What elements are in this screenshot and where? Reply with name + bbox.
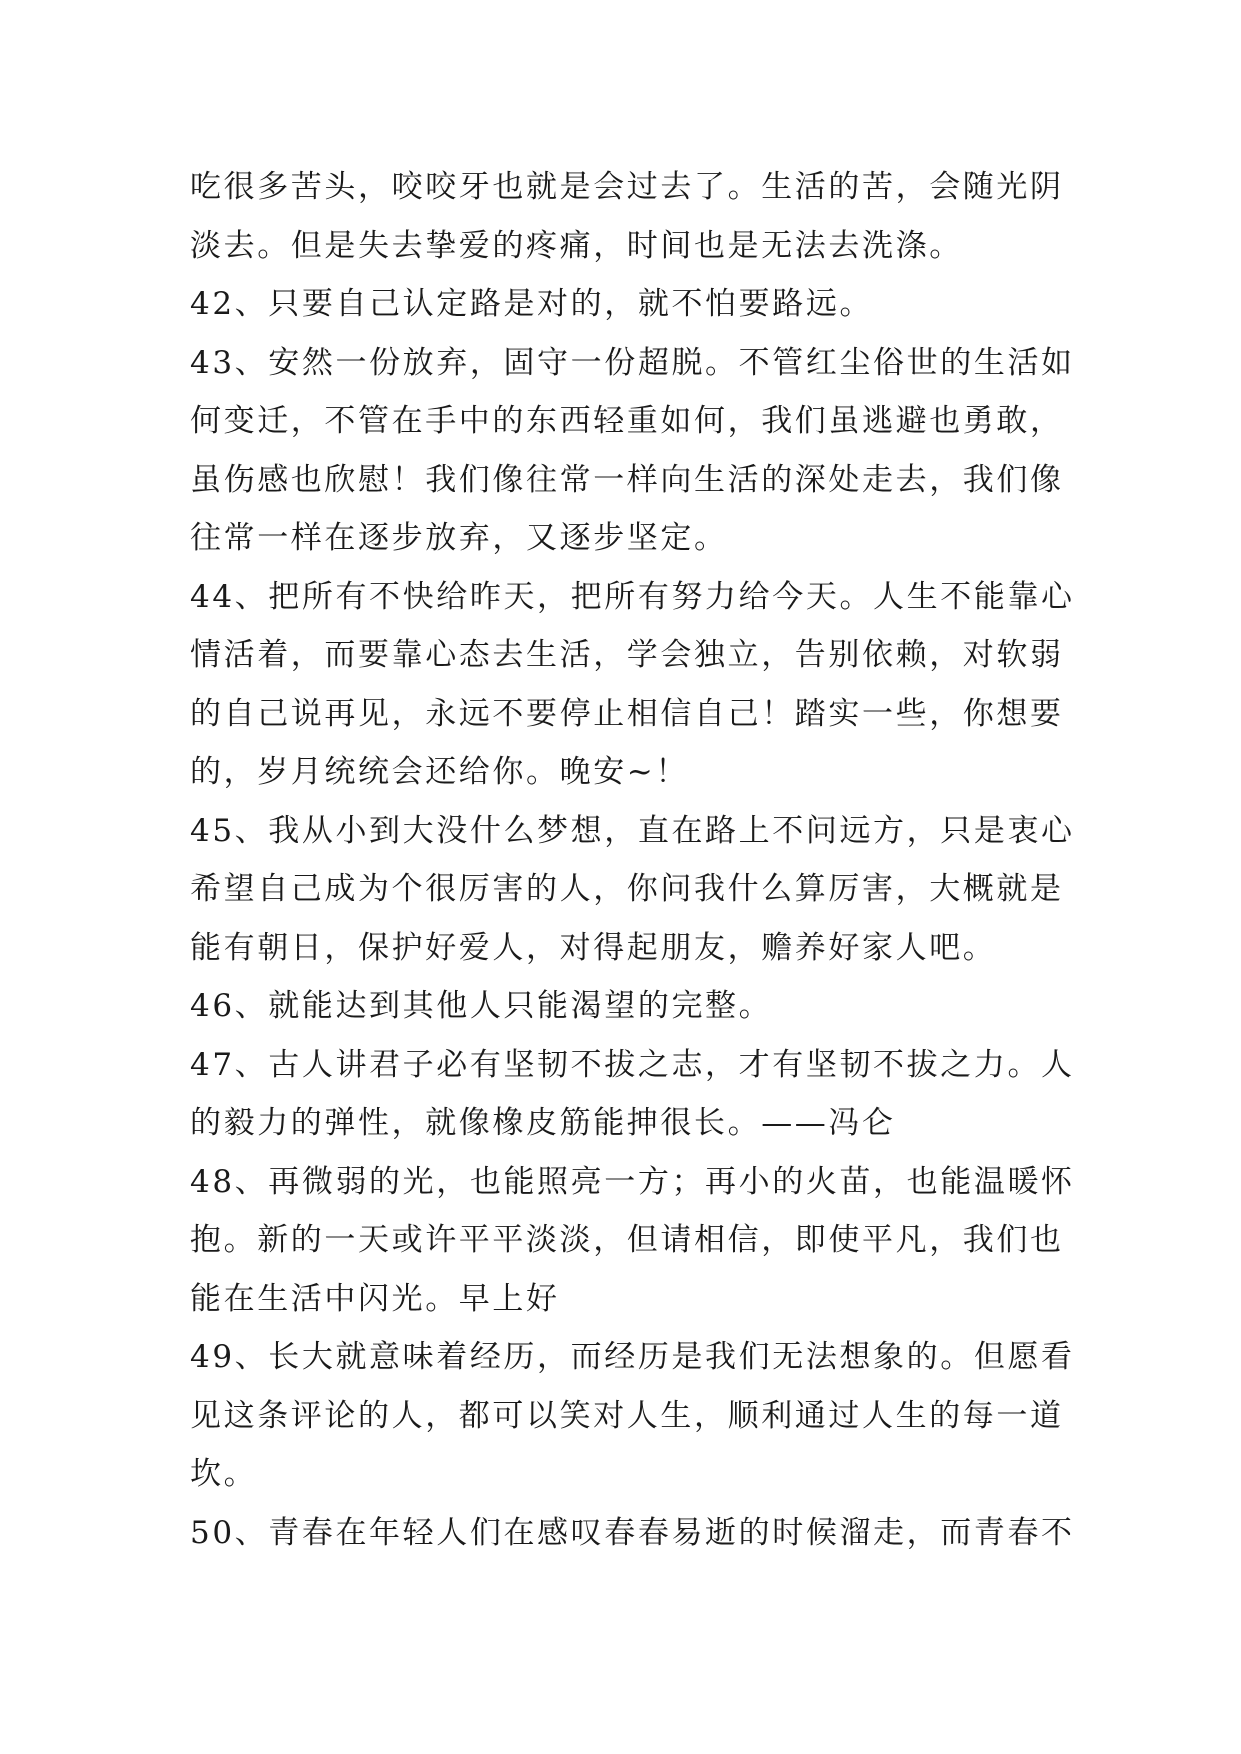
text-line: 能在生活中闪光。早上好	[190, 1280, 560, 1317]
text-line: 46、就能达到其他人只能渴望的完整。	[190, 988, 773, 1024]
text-line: 淡去。但是失去挚爱的疼痛，时间也是无法去洗涤。	[190, 227, 963, 264]
text-line: 45、我从小到大没什么梦想，直在路上不问远方，只是衷心	[190, 812, 1075, 849]
text-line: 的，岁月统统会还给你。晚安~！	[190, 754, 689, 790]
text-line: 希望自己成为个很厉害的人，你问我什么算厉害，大概就是	[190, 871, 1064, 907]
text-line: 42、只要自己认定路是对的，就不怕要路远。	[190, 286, 874, 322]
text-line: 能有朝日，保护好爱人，对得起朋友，赡养好家人吧。	[190, 929, 997, 966]
text-line: 的自己说再见，永远不要停止相信自己！踏实一些，你想要	[190, 695, 1064, 732]
text-line: 虽伤感也欣慰！我们像往常一样向生活的深处走去，我们像	[190, 461, 1064, 498]
text-line: 48、再微弱的光，也能照亮一方；再小的火苗，也能温暖怀	[190, 1163, 1075, 1200]
text-line: 43、安然一份放弃，固守一份超脱。不管红尘俗世的生活如	[190, 344, 1075, 381]
text-line: 吃很多苦头，咬咬牙也就是会过去了。生活的苦，会随光阴	[190, 169, 1064, 205]
text-line: 抱。新的一天或许平平淡淡，但请相信，即使平凡，我们也	[190, 1222, 1064, 1258]
document-body	[190, 158, 1075, 1562]
text-line: 坎。	[190, 1456, 258, 1492]
text-line: 往常一样在逐步放弃，又逐步坚定。	[190, 520, 728, 556]
text-line: 50、青春在年轻人们在感叹春春易逝的时候溜走，而青春不	[190, 1514, 1075, 1551]
text-line: 何变迁，不管在手中的东西轻重如何，我们虽逃避也勇敢，	[190, 403, 1064, 439]
text-line: 49、长大就意味着经历，而经历是我们无法想象的。但愿看	[190, 1339, 1075, 1375]
text-line: 情活着，而要靠心态去生活，学会独立，告别依赖，对软弱	[190, 637, 1064, 673]
text-line: 见这条评论的人，都可以笑对人生，顺利通过人生的每一道	[190, 1397, 1064, 1434]
text-line: 47、古人讲君子必有坚韧不拔之志，才有坚韧不拔之力。人	[190, 1046, 1075, 1083]
text-line: 的毅力的弹性，就像橡皮筋能抻很长。——冯仑	[190, 1105, 896, 1141]
text-line: 44、把所有不快给昨天，把所有努力给今天。人生不能靠心	[190, 578, 1075, 615]
